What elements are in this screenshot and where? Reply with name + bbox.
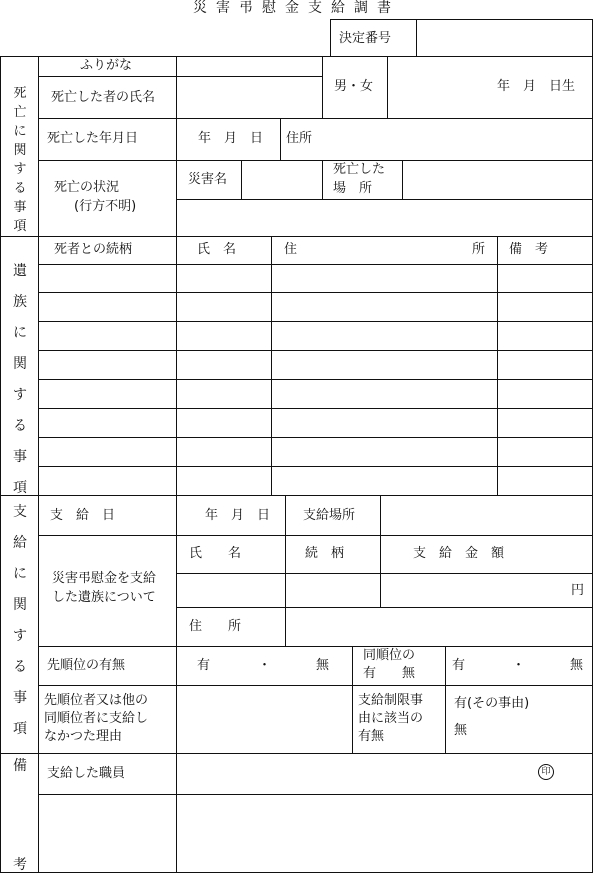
family-address-header-2: 所 [472, 242, 486, 257]
reason-label-1: 先順位者又は他の [44, 693, 149, 708]
payment-amount-label: 支 給 金 額 [413, 546, 505, 561]
reason-label-2: 同順位者に支給し [44, 711, 149, 726]
section-char: 遺 [13, 263, 27, 279]
family-remarks-header: 備 考 [509, 242, 549, 257]
decision-number-label: 決定番号 [339, 31, 392, 46]
payment-place-label: 支給場所 [303, 508, 356, 523]
same-rank-yes: 有 [452, 658, 466, 673]
priority-dot: ・ [258, 658, 272, 673]
limit-no: 無 [454, 723, 468, 738]
yen-unit: 円 [571, 583, 585, 598]
section-char: 事 [13, 690, 27, 706]
death-place-label-1: 死亡した [333, 162, 386, 177]
payee-address-label: 住 所 [189, 619, 242, 634]
section-char: 項 [13, 219, 27, 234]
limit-label-3: 有無 [358, 729, 385, 744]
same-rank-label-2: 有 無 [363, 666, 416, 681]
section-char: す [13, 628, 27, 644]
section-char: 関 [13, 356, 27, 372]
death-place-label-2: 場 所 [333, 181, 373, 196]
same-rank-label-1: 同順位の [363, 648, 416, 663]
relation-header: 死者との続柄 [54, 242, 133, 257]
same-rank-dot: ・ [512, 658, 526, 673]
seal-mark-icon: 印 [538, 764, 554, 780]
payee-relation-label: 続 柄 [305, 546, 345, 561]
section-death [11, 82, 29, 234]
section-char: に [13, 566, 27, 582]
staff-label: 支給した職員 [47, 766, 126, 781]
section-char: す [13, 162, 27, 177]
section-char: 族 [13, 294, 27, 310]
section-char: る [13, 181, 27, 196]
section-char: 亡 [13, 105, 27, 120]
limit-label-2: 由に該当の [358, 711, 424, 726]
section-char: 関 [13, 597, 27, 613]
limit-label-1: 支給制限事 [358, 693, 424, 708]
family-address-header-1: 住 [284, 242, 298, 257]
section-char: 事 [13, 449, 27, 465]
section-char: 給 [13, 535, 27, 551]
page-title: 災害弔慰金支給調書 [193, 0, 400, 16]
priority-yes: 有 [197, 658, 211, 673]
payment-ymd-label: 年 月 日 [205, 508, 271, 523]
priority-no: 無 [316, 658, 330, 673]
priority-label: 先順位の有無 [47, 658, 126, 673]
payment-date-label: 支 給 日 [50, 508, 116, 523]
section-char: 事 [13, 200, 27, 215]
section-char: る [13, 418, 27, 434]
birth-date-label: 年 月 日生 [497, 79, 576, 94]
death-status-label: 死亡の状況 [54, 180, 120, 195]
death-date-label: 死亡した年月日 [47, 131, 139, 146]
section-char: に [13, 325, 27, 341]
family-name-header: 氏 名 [197, 242, 237, 257]
section-char: 死 [13, 86, 27, 101]
paid-family-label-2: した遺族について [52, 590, 156, 605]
deceased-name-label: 死亡した者の氏名 [51, 90, 156, 105]
address-label: 住所 [286, 131, 313, 146]
section-payment [11, 497, 29, 745]
payee-name-label: 氏 名 [189, 546, 242, 561]
furigana-label: ふりがな [80, 58, 133, 73]
section-char: に [13, 124, 27, 139]
section-char: る [13, 659, 27, 675]
section-remarks-top: 備 [13, 758, 27, 774]
disaster-name-label: 災害名 [188, 172, 228, 187]
section-char: 項 [13, 721, 27, 737]
paid-family-label-1: 災害弔慰金を支給 [52, 571, 157, 586]
sex-label: 男・女 [334, 79, 374, 94]
death-ymd-label: 年 月 日 [198, 131, 264, 146]
limit-yes: 有(その事由) [454, 696, 530, 711]
section-char: す [13, 387, 27, 403]
missing-label: (行方不明) [74, 199, 137, 214]
section-family [11, 256, 29, 504]
section-char: 支 [13, 504, 27, 520]
section-remarks-bottom: 考 [13, 857, 27, 873]
section-char: 項 [13, 480, 27, 496]
same-rank-no: 無 [570, 658, 584, 673]
reason-label-3: なかつた理由 [44, 729, 123, 744]
section-char: 関 [13, 143, 27, 158]
